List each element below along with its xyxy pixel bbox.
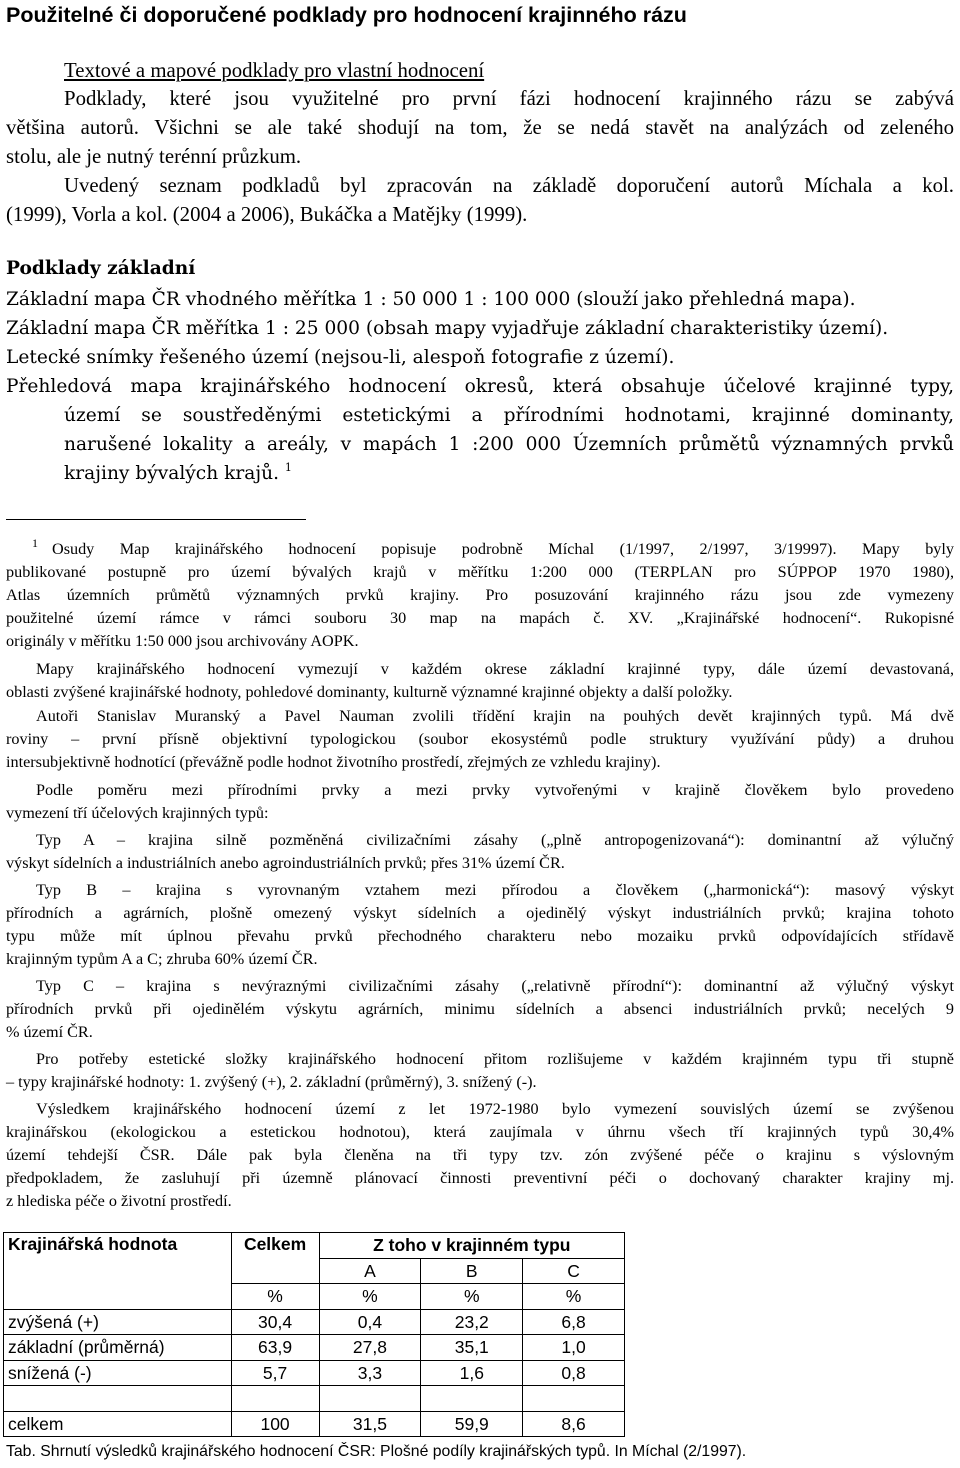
table-cell: 1,6 (421, 1360, 523, 1386)
table-unit-cell: % (319, 1284, 421, 1310)
table-cell: snížená (-) (4, 1360, 232, 1386)
table-header-cell: C (523, 1258, 625, 1284)
table-cell: 30,4 (231, 1309, 319, 1335)
footnote-line: publikované postupně pro území bývalých krajů v měřítku 1:200 000 (TERPLAN pro SÚPPOP 1970 1980), (6, 563, 954, 581)
footnote-line: Typ B – krajina s vyrovnaným vztahem mezi přírodou a člověkem („harmonická“): masový výskyt (36, 881, 954, 899)
table-header-row (4, 1233, 625, 1259)
table-cell (319, 1386, 421, 1412)
table-row (4, 1360, 625, 1386)
footnote-line: Výsledkem krajinářského hodnocení území z let 1972-1980 bylo vymezení souvislých území se zvýšenou (36, 1100, 954, 1118)
table-header-cell: B (421, 1258, 523, 1284)
footnote-line: originály v měřítku 1:50 000 jsou archivovány AOPK. (6, 632, 359, 650)
footnote-line: přírodních a agrárních, plošně omezený výskyt sídelních a ojedinělý výskyt industriálních prvků; krajina tohoto (6, 904, 954, 922)
table-cell (421, 1386, 523, 1412)
table-cell (4, 1386, 232, 1412)
footnote-line: předpokladem, že zasluhují při územně plánovací činnosti preventivní péči o dochovaný charakter krajiny mj. (6, 1169, 954, 1187)
section-heading-basic-sources: Podklady základní (6, 258, 196, 279)
footnote-reference: 1 (284, 461, 292, 474)
table-header-cell: A (319, 1258, 421, 1284)
list-item: Letecké snímky řešeného území (nejsou-li, alespoň fotografie z území). (6, 347, 675, 368)
table-cell: 59,9 (421, 1411, 523, 1437)
table-cell: 1,0 (523, 1335, 625, 1361)
footnote-line: krajinářskou (ekologickou a estetickou hodnotou), která zaujímala v úhrnu všech tří krajinných typů 30,4% (6, 1123, 954, 1141)
footnote-line: intersubjektivně hodnotící (převážně podle hodnot životního prostředí, zřejmých ze vzhledu krajiny). (6, 753, 661, 771)
table-header-cell: Z toho v krajinném typu (319, 1233, 624, 1259)
footnote-line: z hlediska péče o životní prostředí. (6, 1192, 232, 1210)
table-cell: 0,4 (319, 1309, 421, 1335)
page-title: Použitelné či doporučené podklady pro hodnocení krajinného rázu (6, 3, 687, 27)
list-item-line: území se soustředěnými estetickými a přírodními hodnotami, krajinné dominanty, (64, 405, 954, 426)
table-cell: celkem (4, 1411, 232, 1437)
footnote-line: Podle poměru mezi přírodními prvky a mezi prvky vytvořenými v krajině člověkem bylo provedeno (36, 781, 954, 799)
footnote-line: Autoři Stanislav Muranský a Pavel Nauman zvolili třídění krajin na pouhých devět krajinných typů. Má dvě (36, 707, 954, 725)
section-heading-text-sources: Textové a mapové podklady pro vlastní hodnocení (64, 59, 485, 82)
footnote-marker: 1 (32, 536, 38, 550)
table-cell: 0,8 (523, 1360, 625, 1386)
list-item-line (64, 463, 292, 484)
paragraph-line: většina autorů. Všichni se ale také shodují na tom, že se nedá stavět na analýzách od zeleného (6, 116, 954, 139)
table-cell: 100 (231, 1411, 319, 1437)
table-cell: zvýšená (+) (4, 1309, 232, 1335)
paragraph-line: stolu, ale je nutný terénní průzkum. (6, 145, 302, 168)
table-cell: 27,8 (319, 1335, 421, 1361)
footnote-line: přírodních prvků při ojedinělém výskytu agrárních, minimu sídelních a absenci industriálních prvků; necelých 9 (6, 1000, 954, 1018)
footnote-line: Atlas územních průmětů významných prvků krajiny. Pro posuzování krajinného rázu jsou zde vymezeny (6, 586, 954, 604)
footnote-line: Typ C – krajina s nevýraznými civilizačními zásahy („relativně přírodní“): dominantní až výlučný výskyt (36, 977, 954, 995)
list-item-line: narušené lokality a areály, v mapách 1 :200 000 Územních průmětů významných prvků (64, 434, 954, 455)
table-row (4, 1309, 625, 1335)
table-cell: 6,8 (523, 1309, 625, 1335)
footnote-line: – typy krajinářské hodnoty: 1. zvýšený (+), 2. základní (průměrný), 3. snížený (-). (6, 1073, 537, 1091)
table-spacer-row (4, 1386, 625, 1412)
table-unit-cell: % (231, 1284, 319, 1310)
footnote-separator (6, 519, 306, 520)
footnote-line: roviny – první přísně objektivní typologickou (soubor ekosystémů podle struktury využívání půdy) a druhou (6, 730, 954, 748)
list-item: Základní mapa ČR měřítka 1 : 25 000 (obsah mapy vyjadřuje základní charakteristiky území). (6, 318, 889, 339)
table-cell: 63,9 (231, 1335, 319, 1361)
table-cell: základní (průměrná) (4, 1335, 232, 1361)
table-cell: 35,1 (421, 1335, 523, 1361)
paragraph-line: Uvedený seznam podkladů byl zpracován na základě doporučení autorů Míchala a kol. (64, 174, 954, 197)
table-cell: 23,2 (421, 1309, 523, 1335)
footnote-line: Osudy Map krajinářského hodnocení popisuje podrobně Míchal (1/1997, 2/1997, 3/19997). Mapy byly (52, 540, 954, 558)
table-total-row (4, 1411, 625, 1437)
list-item-line: Přehledová mapa krajinářského hodnocení okresů, která obsahuje účelové krajinné typy, (6, 376, 954, 397)
table-header-cell: Krajinářská hodnota (4, 1233, 232, 1310)
footnote-line: výskyt sídelních a industriálních anebo agroindustriálních prvků; přes 31% území ČR. (6, 854, 565, 872)
footnote-line: Mapy krajinářského hodnocení vymezují v každém okrese základní krajinné typy, dále území devastovaná, (36, 660, 954, 678)
footnote-line: % území ČR. (6, 1023, 93, 1041)
table-cell (523, 1386, 625, 1412)
footnote-line: oblasti zvýšené krajinářské hodnoty, pohledové dominanty, kulturně významné krajinné objekty a další položky. (6, 683, 733, 701)
table-cell: 5,7 (231, 1360, 319, 1386)
footnote-line: vymezení tří účelových krajinných typů: (6, 804, 269, 822)
table-unit-cell: % (523, 1284, 625, 1310)
table-cell: 3,3 (319, 1360, 421, 1386)
paragraph-line: Podklady, které jsou využitelné pro první fázi hodnocení krajinného rázu se zabývá (64, 87, 954, 110)
list-item: Základní mapa ČR vhodného měřítka 1 : 50 000 1 : 100 000 (slouží jako přehledná mapa). (6, 289, 856, 310)
table-unit-cell: % (421, 1284, 523, 1310)
list-item-text: krajiny bývalých krajů. (64, 463, 279, 484)
table-cell: 8,6 (523, 1411, 625, 1437)
table-caption: Tab. Shrnutí výsledků krajinářského hodnocení ČSR: Plošné podíly krajinářských typů. In Míchal (2/1997). (6, 1443, 747, 1460)
table-row (4, 1335, 625, 1361)
table-header-cell: Celkem (231, 1233, 319, 1284)
landscape-value-table (3, 1232, 625, 1437)
footnote-line: použitelné území rámce v rámci souboru 30 map na mapách č. XV. „Krajinářské hodnocení“. Rukopisné (6, 609, 954, 627)
footnote-line: typu může mít úplnou převahu prvků přechodného charakteru nebo mozaiku prvků odpovídajících střídavě (6, 927, 954, 945)
footnote-line: krajinným typům A a C; zhruba 60% území ČR. (6, 950, 318, 968)
footnote-line: území tehdejší ČSR. Dále pak byla členěna na tři typy tzv. zón zvýšené péče o krajinu s výslovným (6, 1146, 954, 1164)
table-cell: 31,5 (319, 1411, 421, 1437)
paragraph-line: (1999), Vorla a kol. (2004 a 2006), Bukáčka a Matějky (1999). (6, 203, 528, 226)
footnote-line: Typ A – krajina silně pozměněná civilizačními zásahy („plně antropogenizovaná“): dominantní až výlučný (36, 831, 954, 849)
footnote-line: Pro potřeby estetické složky krajinářského hodnocení přitom rozlišujeme v každém krajinném typu tři stupně (36, 1050, 954, 1068)
table-cell (231, 1386, 319, 1412)
